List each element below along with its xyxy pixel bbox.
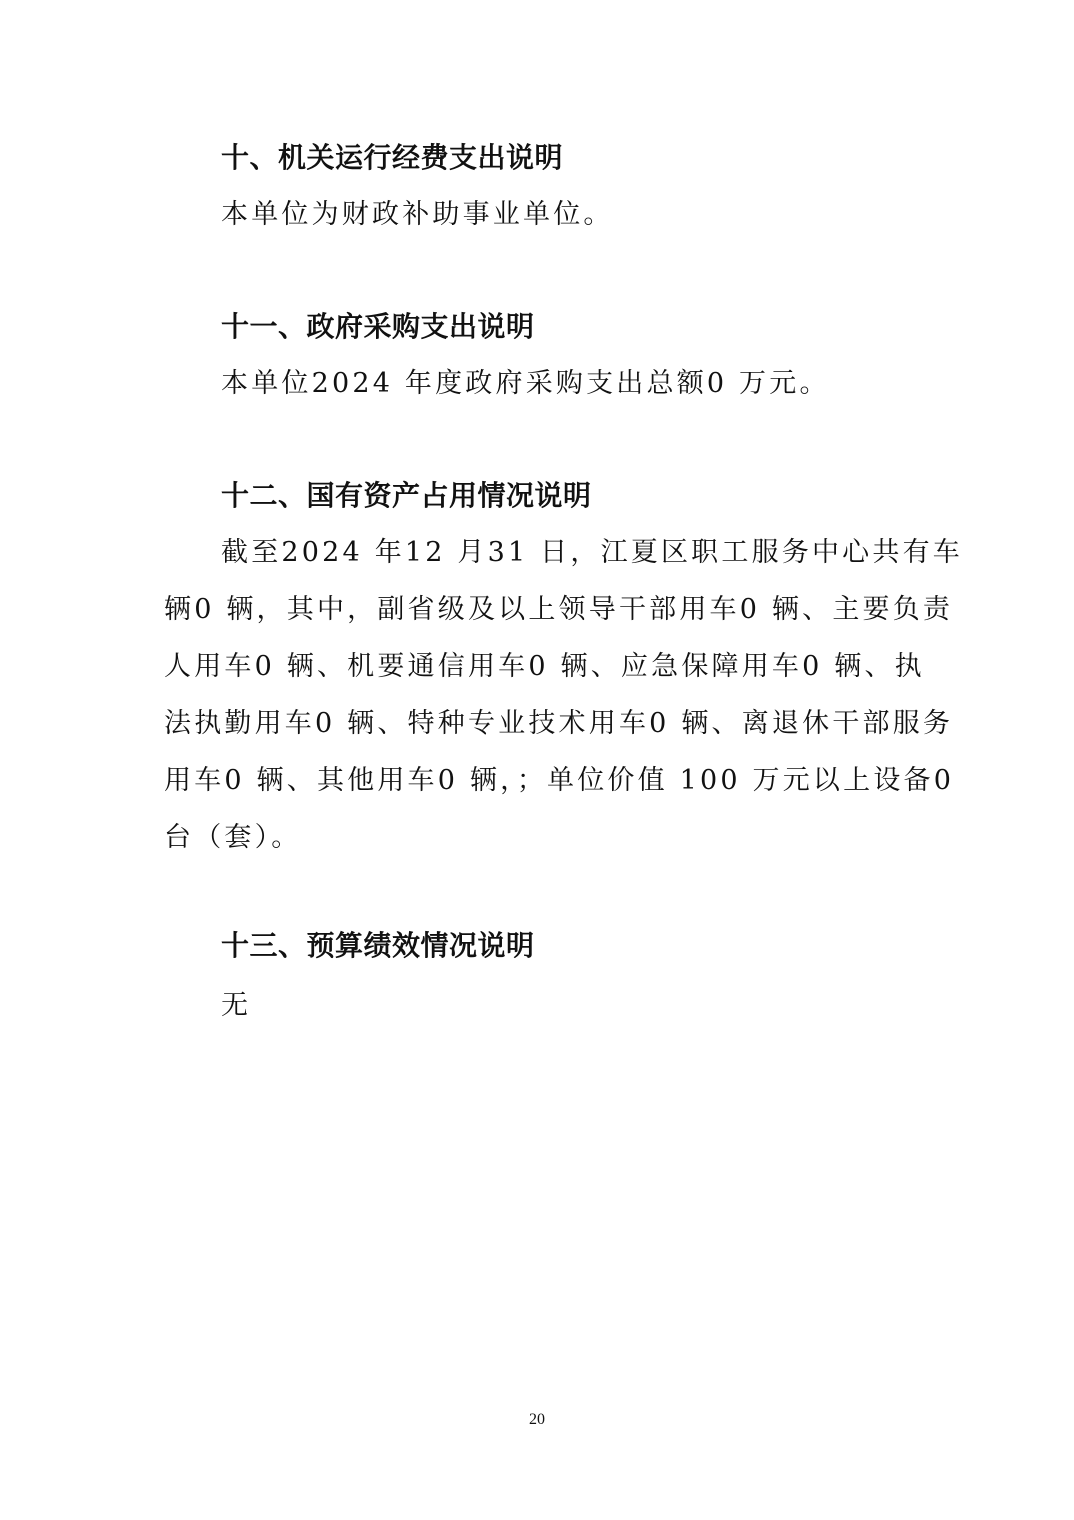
section-heading-10: 十、机关运行经费支出说明: [221, 141, 564, 174]
section-heading-11: 十一、政府采购支出说明: [221, 310, 535, 343]
section-12-line: 辆0 辆，其中，副省级及以上领导干部用车0 辆、主要负责: [164, 594, 954, 625]
section-12-line: 人用车0 辆、机要通信用车0 辆、应急保障用车0 辆、执: [164, 651, 925, 682]
section-11-paragraph: 本单位2024 年度政府采购支出总额0 万元。: [221, 368, 830, 399]
section-heading-13: 十三、预算绩效情况说明: [221, 929, 535, 962]
section-12-line: 截至2024 年12 月31 日，江夏区职工服务中心共有车: [221, 537, 963, 568]
section-12-line: 用车0 辆、其他用车0 辆，；单位价值 100 万元以上设备0: [164, 765, 955, 796]
section-13-paragraph: 无: [221, 990, 252, 1021]
section-12-line: 台（套）。: [164, 822, 302, 853]
section-12-line: 法执勤用车0 辆、特种专业技术用车0 辆、离退休干部服务: [164, 708, 954, 739]
section-10-paragraph: 本单位为财政补助事业单位。: [221, 199, 614, 230]
page-number: 20: [529, 1411, 545, 1428]
section-heading-12: 十二、国有资产占用情况说明: [221, 479, 592, 512]
